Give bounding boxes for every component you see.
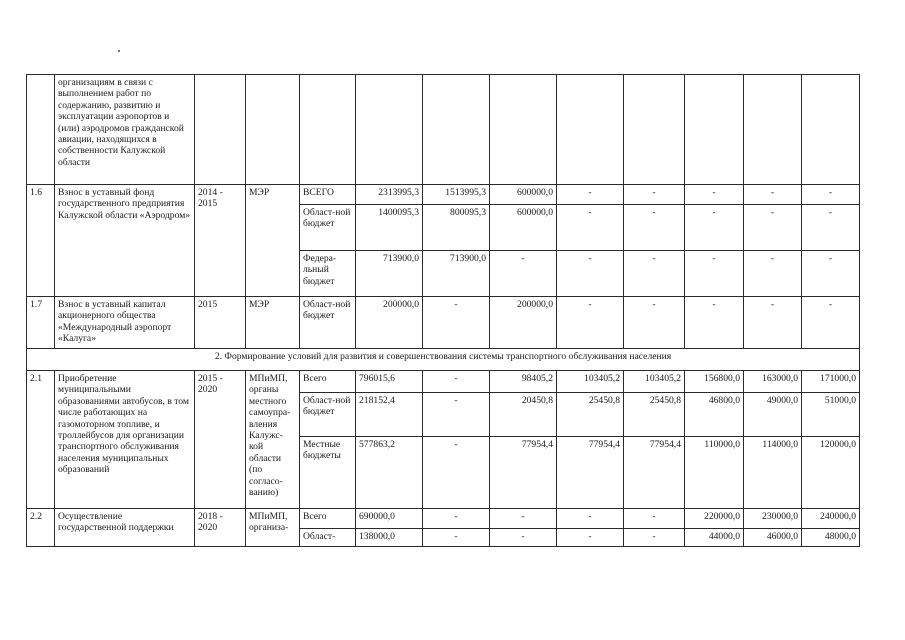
value-cell: - bbox=[557, 529, 624, 547]
value-cell: 48000,0 bbox=[802, 529, 860, 547]
value-cell: - bbox=[557, 185, 624, 205]
value-cell: - bbox=[624, 251, 685, 297]
table-row bbox=[27, 75, 860, 185]
table-row bbox=[27, 509, 860, 529]
row-number: 1.6 bbox=[27, 185, 55, 297]
executor-cell: МЭР bbox=[246, 297, 300, 349]
period-cell: 2014 - 2015 bbox=[195, 185, 246, 297]
value-cell bbox=[624, 75, 685, 185]
source-cell: ВСЕГО bbox=[300, 185, 356, 205]
value-cell: 796015,6 bbox=[356, 371, 423, 393]
value-cell: 1513995,3 bbox=[423, 185, 490, 205]
row-number: 2.1 bbox=[27, 371, 55, 509]
row-number bbox=[27, 75, 55, 185]
value-cell: - bbox=[744, 251, 802, 297]
value-cell: - bbox=[685, 185, 744, 205]
value-cell bbox=[490, 75, 557, 185]
section-heading: 2. Формирование условий для развития и совершенствования системы транспортного обслуживания населения bbox=[27, 349, 860, 371]
source-cell: Област-ной бюджет bbox=[300, 205, 356, 251]
value-cell: - bbox=[624, 509, 685, 529]
value-cell: 1400095,3 bbox=[356, 205, 423, 251]
measure-description: Взнос в уставный капитал акционерного общества «Международный аэропорт «Калуга» bbox=[55, 297, 195, 349]
value-cell: - bbox=[423, 509, 490, 529]
value-cell: 44000,0 bbox=[685, 529, 744, 547]
value-cell: - bbox=[802, 251, 860, 297]
value-cell bbox=[423, 75, 490, 185]
value-cell: 240000,0 bbox=[802, 509, 860, 529]
measure-description: организациям в связи с выполнением работ по содержанию, развитию и эксплуатации аэропортов и (или) аэродромов гражданской авиации, находящихся в собственности Калужской области bbox=[55, 75, 195, 185]
value-cell: 171000,0 bbox=[802, 371, 860, 393]
value-cell: - bbox=[557, 509, 624, 529]
value-cell: 156800,0 bbox=[685, 371, 744, 393]
source-cell: Всего bbox=[300, 371, 356, 393]
value-cell: - bbox=[490, 509, 557, 529]
table-row bbox=[27, 185, 860, 205]
source-cell: Област-ной бюджет bbox=[300, 297, 356, 349]
value-cell: 218152,4 bbox=[356, 393, 423, 437]
executor-cell bbox=[246, 75, 300, 185]
value-cell: 200000,0 bbox=[356, 297, 423, 349]
value-cell: 46000,0 bbox=[744, 529, 802, 547]
value-cell: - bbox=[624, 205, 685, 251]
source-cell: Област- bbox=[300, 529, 356, 547]
executor-cell: МПиМП, органы местного самоупра-вления Калужс-кой области (по согласо-ванию) bbox=[246, 371, 300, 509]
row-number: 1.7 bbox=[27, 297, 55, 349]
source-cell: Област-ной бюджет bbox=[300, 393, 356, 437]
value-cell: - bbox=[624, 529, 685, 547]
value-cell: - bbox=[423, 371, 490, 393]
measure-description: Осуществление государственной поддержки bbox=[55, 509, 195, 547]
value-cell: 713900,0 bbox=[356, 251, 423, 297]
value-cell bbox=[356, 75, 423, 185]
value-cell: - bbox=[802, 297, 860, 349]
value-cell: - bbox=[624, 297, 685, 349]
value-cell: 600000,0 bbox=[490, 185, 557, 205]
value-cell: - bbox=[423, 437, 490, 509]
source-cell bbox=[300, 75, 356, 185]
value-cell bbox=[557, 75, 624, 185]
value-cell: - bbox=[423, 529, 490, 547]
value-cell bbox=[802, 75, 860, 185]
value-cell: - bbox=[423, 297, 490, 349]
value-cell: 220000,0 bbox=[685, 509, 744, 529]
value-cell: - bbox=[685, 297, 744, 349]
value-cell: 690000,0 bbox=[356, 509, 423, 529]
value-cell: - bbox=[557, 297, 624, 349]
value-cell: 138000,0 bbox=[356, 529, 423, 547]
value-cell: - bbox=[557, 251, 624, 297]
executor-cell: МЭР bbox=[246, 185, 300, 297]
value-cell: 120000,0 bbox=[802, 437, 860, 509]
value-cell: 20450,8 bbox=[490, 393, 557, 437]
value-cell: 713900,0 bbox=[423, 251, 490, 297]
value-cell: - bbox=[423, 393, 490, 437]
value-cell: - bbox=[624, 185, 685, 205]
value-cell: 230000,0 bbox=[744, 509, 802, 529]
table-row bbox=[27, 371, 860, 393]
value-cell: 77954,4 bbox=[490, 437, 557, 509]
source-cell: Федера-льный бюджет bbox=[300, 251, 356, 297]
value-cell: - bbox=[802, 205, 860, 251]
value-cell: - bbox=[490, 251, 557, 297]
measure-description: Приобретение муниципальными образованиями автобусов, в том числе работающих на газомоторном топливе, и троллейбусов для организации транспортного обслуживания населения муниципальных образований bbox=[55, 371, 195, 509]
value-cell: - bbox=[744, 205, 802, 251]
row-number: 2.2 bbox=[27, 509, 55, 547]
period-cell: 2018 - 2020 bbox=[195, 509, 246, 547]
value-cell: - bbox=[490, 529, 557, 547]
period-cell: 2015 - 2020 bbox=[195, 371, 246, 509]
value-cell: - bbox=[685, 205, 744, 251]
value-cell: - bbox=[685, 251, 744, 297]
value-cell bbox=[685, 75, 744, 185]
value-cell: - bbox=[744, 297, 802, 349]
value-cell bbox=[744, 75, 802, 185]
period-cell bbox=[195, 75, 246, 185]
value-cell: - bbox=[744, 185, 802, 205]
value-cell: 98405,2 bbox=[490, 371, 557, 393]
table-row bbox=[27, 297, 860, 349]
value-cell: 46800,0 bbox=[685, 393, 744, 437]
value-cell: 163000,0 bbox=[744, 371, 802, 393]
value-cell: 49000,0 bbox=[744, 393, 802, 437]
value-cell: 600000,0 bbox=[490, 205, 557, 251]
value-cell: - bbox=[802, 185, 860, 205]
period-cell: 2015 bbox=[195, 297, 246, 349]
value-cell: 114000,0 bbox=[744, 437, 802, 509]
value-cell: 77954,4 bbox=[557, 437, 624, 509]
value-cell: 103405,2 bbox=[624, 371, 685, 393]
value-cell: 25450,8 bbox=[624, 393, 685, 437]
value-cell: 577863,2 bbox=[356, 437, 423, 509]
value-cell: 110000,0 bbox=[685, 437, 744, 509]
executor-cell: МПиМП, организа- bbox=[246, 509, 300, 547]
value-cell: 2313995,3 bbox=[356, 185, 423, 205]
scan-speck bbox=[118, 50, 120, 52]
measure-description: Взнос в уставный фонд государственного предприятия Калужской области «Аэродром» bbox=[55, 185, 195, 297]
source-cell: Местные бюджеты bbox=[300, 437, 356, 509]
value-cell: 103405,2 bbox=[557, 371, 624, 393]
value-cell: 77954,4 bbox=[624, 437, 685, 509]
value-cell: 800095,3 bbox=[423, 205, 490, 251]
value-cell: 200000,0 bbox=[490, 297, 557, 349]
value-cell: 51000,0 bbox=[802, 393, 860, 437]
value-cell: 25450,8 bbox=[557, 393, 624, 437]
table-row bbox=[27, 349, 860, 371]
budget-table bbox=[26, 74, 860, 547]
source-cell: Всего bbox=[300, 509, 356, 529]
value-cell: - bbox=[557, 205, 624, 251]
